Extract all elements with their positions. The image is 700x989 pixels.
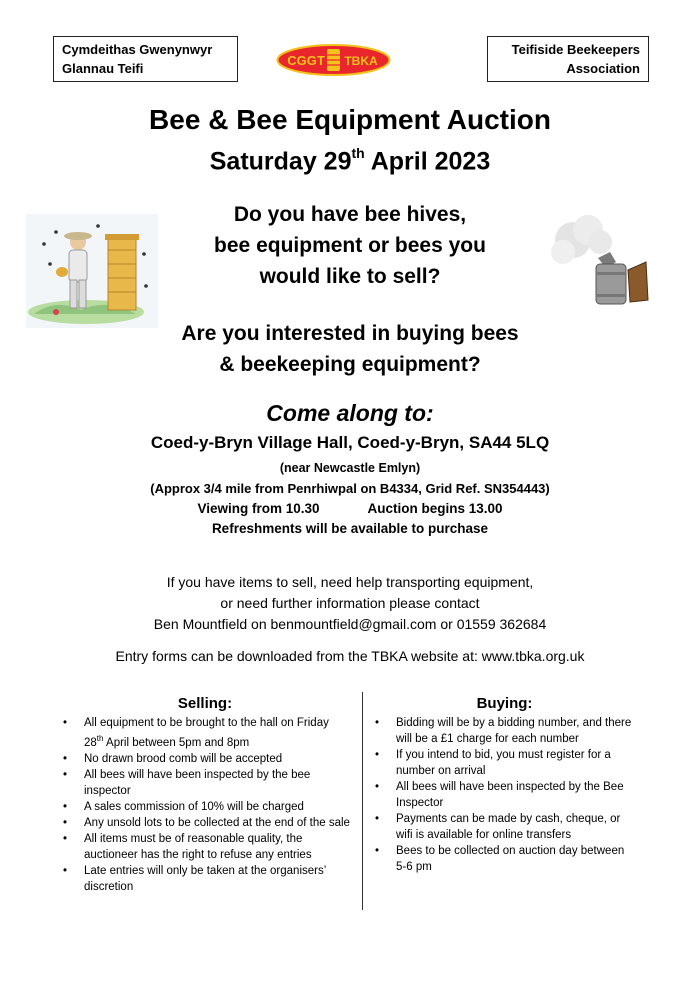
sell-question: [0, 199, 700, 292]
date-prefix: Saturday 29: [209, 147, 352, 176]
right-org-line-1: Teifiside Beekeepers: [511, 42, 640, 57]
logo-right-text: TBKA: [344, 54, 378, 68]
venue-near: (near Newcastle Emlyn): [279, 461, 421, 475]
right-org-box: [487, 36, 649, 82]
buying-list: [372, 715, 637, 875]
logo-left-text: CGGT: [287, 53, 325, 68]
contact-line-2: or need further information please contact: [220, 595, 480, 611]
viewing-time: Viewing from 10.30: [197, 501, 320, 516]
list-item: • All bees will have been inspected by the bee inspector: [60, 767, 350, 799]
come-along-heading: Come along to:: [266, 400, 434, 426]
cggt-tbka-logo: [276, 44, 391, 76]
contact-line-1: If you have items to sell, need help transporting equipment,: [166, 574, 534, 590]
selling-heading: Selling:: [177, 695, 233, 712]
sell-question-line-3: would like to sell?: [259, 265, 441, 288]
list-item: • Late entries will only be taken at the organisers’ discretion: [60, 863, 350, 895]
list-item: • All bees will have been inspected by the Bee Inspector: [372, 779, 637, 811]
date-rest: April 2023: [364, 147, 491, 176]
entry-forms-note[interactable]: Entry forms can be downloaded from the TBKA website at: www.tbka.org.uk: [115, 648, 585, 664]
column-divider: [362, 692, 363, 910]
list-item: • A sales commission of 10% will be charged: [60, 799, 350, 815]
left-org-line-1: Cymdeithas Gwenynwyr: [62, 42, 213, 57]
list-item: • Bees to be collected on auction day between 5-6 pm: [372, 843, 637, 875]
venue-times: [0, 501, 700, 516]
left-org-line-2: Glannau Teifi: [62, 61, 144, 76]
selling-column: [60, 696, 350, 895]
venue-directions: (Approx 3/4 mile from Penrhiwpal on B4334, Grid Ref. SN354443): [150, 481, 550, 496]
auction-date: [0, 147, 700, 176]
page-title: Bee & Bee Equipment Auction: [149, 104, 551, 135]
list-item: • Any unsold lots to be collected at the end of the sale: [60, 815, 350, 831]
list-item: • All items must be of reasonable quality, the auctioneer has the right to refuse any entries: [60, 831, 350, 863]
contact-info: [0, 572, 700, 635]
list-item: • All equipment to be brought to the hall on Friday 28th April between 5pm and 8pm: [60, 715, 350, 751]
date-suffix: th: [351, 145, 365, 161]
buy-question-line-2: & beekeeping equipment?: [219, 353, 481, 376]
buy-question-line-1: Are you interested in buying bees: [181, 322, 519, 345]
sell-question-line-1: Do you have bee hives,: [233, 203, 467, 226]
buying-heading: Buying:: [476, 695, 533, 712]
sell-question-line-2: bee equipment or bees you: [214, 234, 486, 257]
list-item: • Bidding will be by a bidding number, and there will be a £1 charge for each number: [372, 715, 637, 747]
right-org-line-2: Association: [566, 61, 640, 76]
list-item: • If you intend to bid, you must register for a number on arrival: [372, 747, 637, 779]
buy-question: [0, 318, 700, 380]
buying-column: [372, 696, 637, 875]
contact-line-3[interactable]: Ben Mountfield on benmountfield@gmail.com or 01559 362684: [153, 616, 547, 632]
venue-name: Coed-y-Bryn Village Hall, Coed-y-Bryn, SA44 5LQ: [150, 433, 550, 452]
left-org-box: [53, 36, 238, 82]
auction-time: Auction begins 13.00: [367, 501, 503, 516]
selling-list: [60, 715, 350, 895]
list-item: • Payments can be made by cash, cheque, or wifi is available for online transfers: [372, 811, 637, 843]
refreshments-note: Refreshments will be available to purchase: [211, 521, 489, 536]
list-item: • No drawn brood comb will be accepted: [60, 751, 350, 767]
